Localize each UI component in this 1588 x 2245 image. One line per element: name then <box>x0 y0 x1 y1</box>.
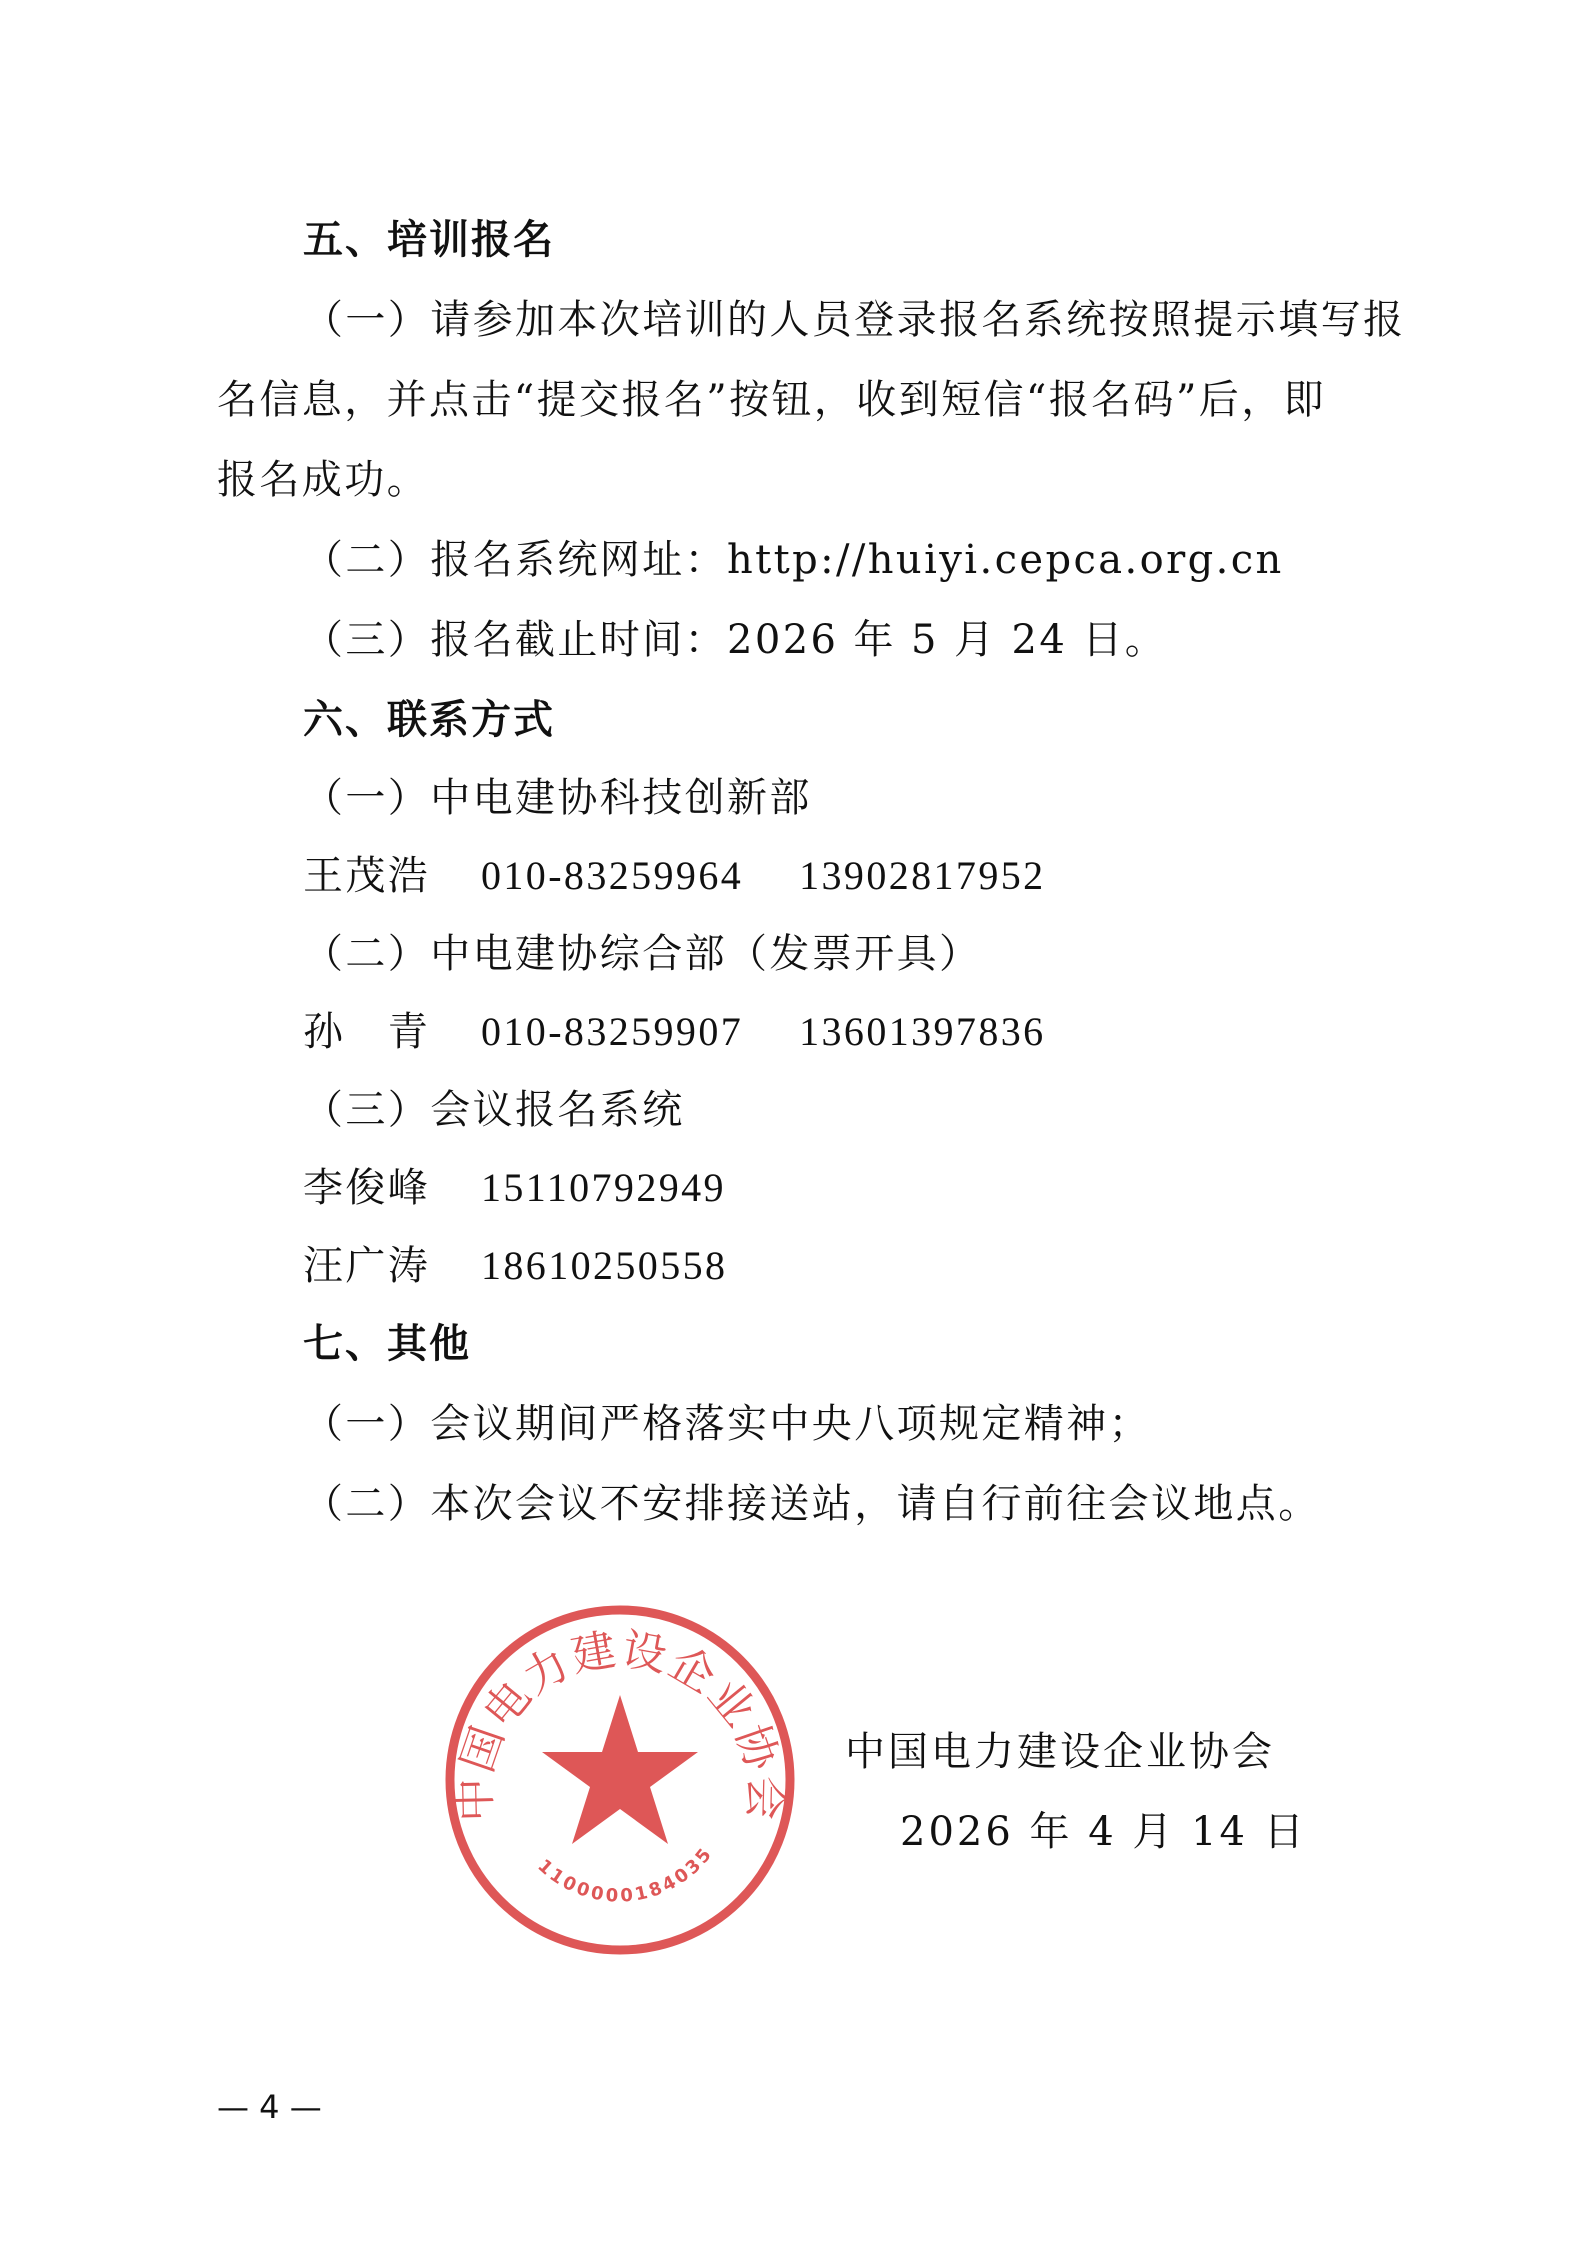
registration-url: （二）报名系统网址：http://huiyi.cepca.org.cn <box>303 537 1284 583</box>
registration-deadline: （三）报名截止时间：2026 年 5 月 24 日。 <box>303 617 1168 663</box>
contact-row <box>303 853 1046 899</box>
paragraph-line: （一）请参加本次培训的人员登录报名系统按照提示填写报 <box>303 297 1406 343</box>
contact-phone: 010-83259964 <box>481 853 744 898</box>
paragraph-line: （一）会议期间严格落实中央八项规定精神； <box>303 1401 1151 1447</box>
paragraph-line: 名信息，并点击“提交报名”按钮，收到短信“报名码”后，即 <box>217 377 1326 423</box>
svg-text:1100000184035: 1100000184035 <box>533 1842 718 1907</box>
section-heading: 七、其他 <box>303 1321 471 1367</box>
contact-row <box>303 1009 1046 1055</box>
signature-date: 2026 年 4 月 14 日 <box>900 1809 1307 1855</box>
contact-name: 汪广涛 <box>303 1243 431 1289</box>
contact-group-title: （一）中电建协科技创新部 <box>303 775 812 821</box>
svg-text:中国电力建设企业协会: 中国电力建设企业协会 <box>449 1624 791 1823</box>
signature-org: 中国电力建设企业协会 <box>845 1729 1275 1775</box>
contact-group-title: （二）中电建协综合部（发票开具） <box>303 931 982 977</box>
contact-mobile: 13902817952 <box>799 853 1046 898</box>
contact-group-title: （三）会议报名系统 <box>303 1087 685 1133</box>
star-icon <box>542 1695 698 1844</box>
contact-name: 孙 青 <box>303 1009 431 1055</box>
contact-name: 李俊峰 <box>303 1165 431 1211</box>
contact-name: 王茂浩 <box>303 853 431 899</box>
contact-phone: 010-83259907 <box>481 1009 744 1054</box>
section-heading: 六、联系方式 <box>303 697 555 743</box>
section-heading: 五、培训报名 <box>303 217 555 263</box>
contact-mobile: 15110792949 <box>481 1165 726 1210</box>
paragraph-line: （二）本次会议不安排接送站，请自行前往会议地点。 <box>303 1481 1321 1527</box>
contact-row <box>303 1243 728 1289</box>
official-seal-stamp <box>440 1600 800 1960</box>
contact-row <box>303 1165 726 1211</box>
page-number: — 4 — <box>217 2088 322 2126</box>
contact-mobile: 18610250558 <box>481 1243 728 1288</box>
contact-mobile: 13601397836 <box>799 1009 1046 1054</box>
paragraph-line: 报名成功。 <box>217 457 429 503</box>
